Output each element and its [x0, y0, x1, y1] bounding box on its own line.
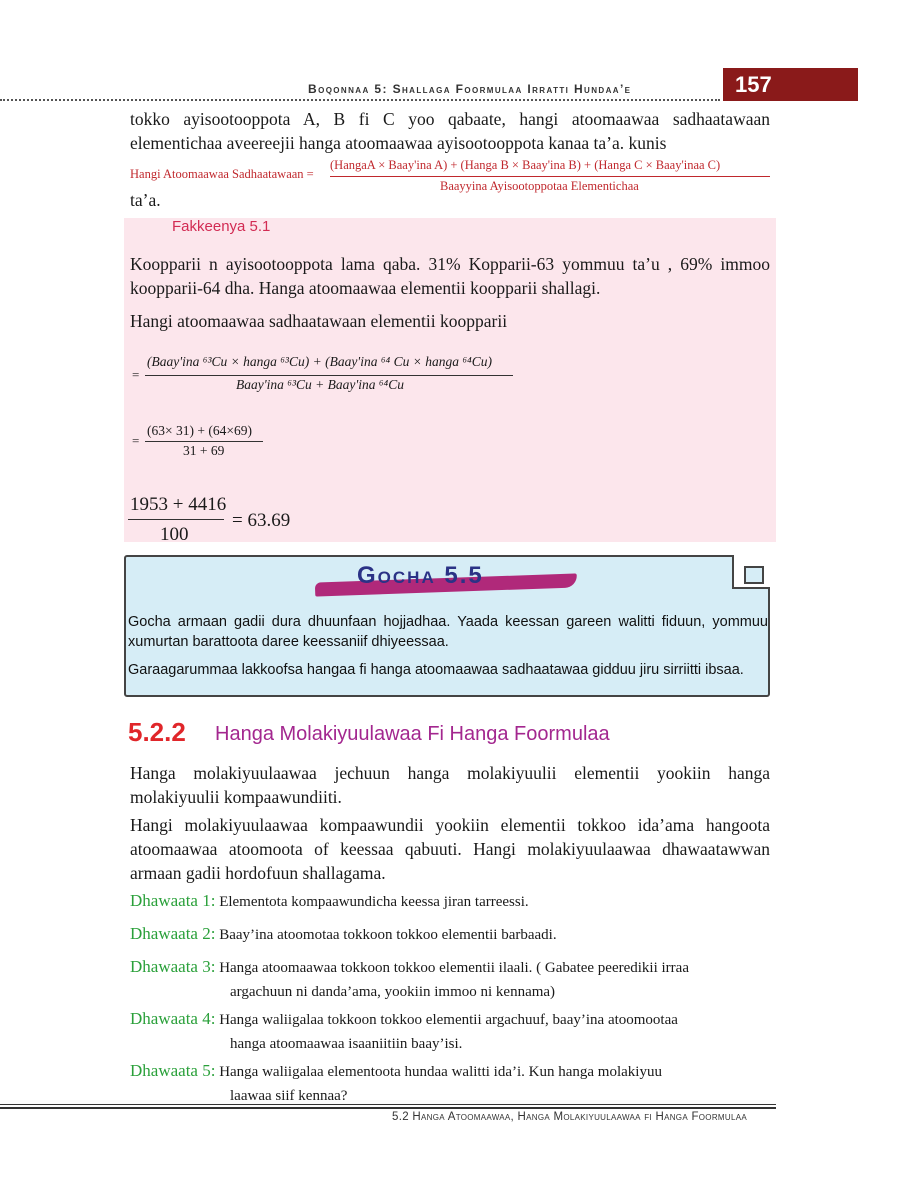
running-footer: 5.2 Hanga Atoomaawaa, Hanga Molakiyuulaawaa fi Hanga Foormulaa	[392, 1111, 747, 1123]
step-label: Dhawaata 5:	[130, 1061, 216, 1080]
formula-left: Hangi Atoomaawaa Sadhaatawaan =	[130, 167, 314, 181]
step-text: Baay’ina atoomotaa tokkoon tokkoo elementii barbaadi.	[219, 927, 557, 943]
equation1-numerator: (Baay'ina ⁶³Cu × hanga ⁶³Cu) + (Baay'ina ⁶⁴ Cu × hanga ⁶⁴Cu)	[147, 354, 492, 369]
example-paragraph: Koopparii n ayisootooppota lama qaba. 31% Kopparii-63 yommuu ta’u , 69% immoo koopparii-64 dha. Hanga atoomaawaa elementii koopparii shallagi.	[130, 254, 770, 298]
section-title: Hanga Molakiyuulawaa Fi Hanga Foormulaa	[215, 723, 610, 745]
activity-paragraph-2: Garaagarummaa lakkoofsa hangaa fi hanga atoomaawaa sadhaatawaa gidduu jiru sirriitti ibsaa.	[128, 662, 744, 678]
equation3-bar	[128, 519, 224, 520]
step-text: Hanga atoomaawaa tokkoon tokkoo elementii ilaali. ( Gabatee peeredikii irraa	[219, 960, 689, 976]
formula-numerator: (HangaA × Baay'ina A) + (Hanga B × Baay'ina B) + (Hanga C × Baay'inaa C)	[330, 158, 721, 172]
step-text: Elementota kompaawundicha keessa jiran tarreessi.	[219, 894, 529, 910]
step-continuation: argachuun ni danda’ama, yookiin immoo ni kennama)	[230, 984, 556, 1000]
equation3-denominator: 100	[160, 524, 189, 545]
equation2-numerator: (63× 31) + (64×69)	[147, 423, 252, 438]
step-continuation: hanga atoomaawaa isaaniitiin baay’isi.	[230, 1036, 463, 1052]
equation1-denominator: Baay'ina ⁶³Cu + Baay'ina ⁶⁴Cu	[236, 377, 404, 392]
activity-corner-square-icon	[744, 566, 764, 584]
equation2-bar	[145, 441, 263, 442]
step-label: Dhawaata 4:	[130, 1009, 216, 1028]
equation3-numerator: 1953 + 4416	[130, 494, 227, 515]
header-rule	[0, 99, 720, 101]
formula-after-text: ta’a.	[130, 190, 161, 210]
step-label: Dhawaata 3:	[130, 957, 216, 976]
intro-paragraph: tokko ayisootooppota A, B fi C yoo qabaate, hangi atoomaawaa sadhaatawaan elementichaa aveereejii hanga atoomaawaa ayisootooppota kanaa ta’a. kunis	[130, 109, 770, 153]
example-label: Fakkeenya 5.1	[172, 218, 271, 235]
step-text: Hanga waliigalaa elementoota hundaa walitti ida’i. Kun hanga molakiyuu	[219, 1064, 662, 1080]
section-paragraph-2: Hangi molakiyuulaawaa kompaawundii yookiin elementii tokkoo ida’ama hangoota atoomaawaa atoomoota of keessaa qabuuti. Hangi molakiyuulaawaa dhawaatawwan armaan gadii hordofuun shallagama.	[130, 815, 770, 883]
activity-paragraph-1: Gocha armaan gadii dura dhuunfaan hojjadhaa. Yaada keessan gareen walitti fiduun, yommuu xumurtan barattoota daree keessaniif dhiyeessaa.	[128, 614, 768, 650]
step-item	[130, 1006, 770, 1055]
footer-rule	[0, 1104, 776, 1105]
example-question: Hangi atoomaawaa sadhaatawaan elementii koopparii	[130, 311, 508, 331]
step-item	[130, 888, 770, 915]
formula-fraction-bar	[330, 176, 770, 177]
equation2-equals: =	[132, 433, 140, 448]
step-text: Hanga waliigalaa tokkoon tokkoo elementii argachuuf, baay’ina atoomootaa	[219, 1012, 678, 1028]
equation3-result: = 63.69	[232, 510, 291, 531]
step-continuation: laawaa siif kennaa?	[230, 1088, 348, 1104]
equation1-equals: =	[132, 367, 140, 382]
step-item	[130, 954, 770, 1003]
page-number: 157	[723, 68, 858, 101]
equation1-bar	[145, 375, 513, 376]
equation2-denominator: 31 + 69	[183, 443, 225, 458]
formula-denominator: Baayyina Ayisootoppotaa Elementichaa	[440, 179, 639, 193]
step-label: Dhawaata 1:	[130, 891, 216, 910]
step-label: Dhawaata 2:	[130, 924, 216, 943]
section-number: 5.2.2	[128, 717, 186, 747]
step-item	[130, 1058, 770, 1107]
footer-rule-thick	[0, 1107, 776, 1109]
step-item	[130, 921, 770, 948]
section-paragraph-1: Hanga molakiyuulaawaa jechuun hanga molakiyuulii elementii yookiin hanga molakiyuulii kompaawundiiti.	[130, 763, 770, 807]
activity-title: Gocha 5.5	[357, 562, 484, 589]
running-header: Boqonnaa 5: Shallaga Foormulaa Irratti Hundaa’e	[308, 82, 632, 96]
